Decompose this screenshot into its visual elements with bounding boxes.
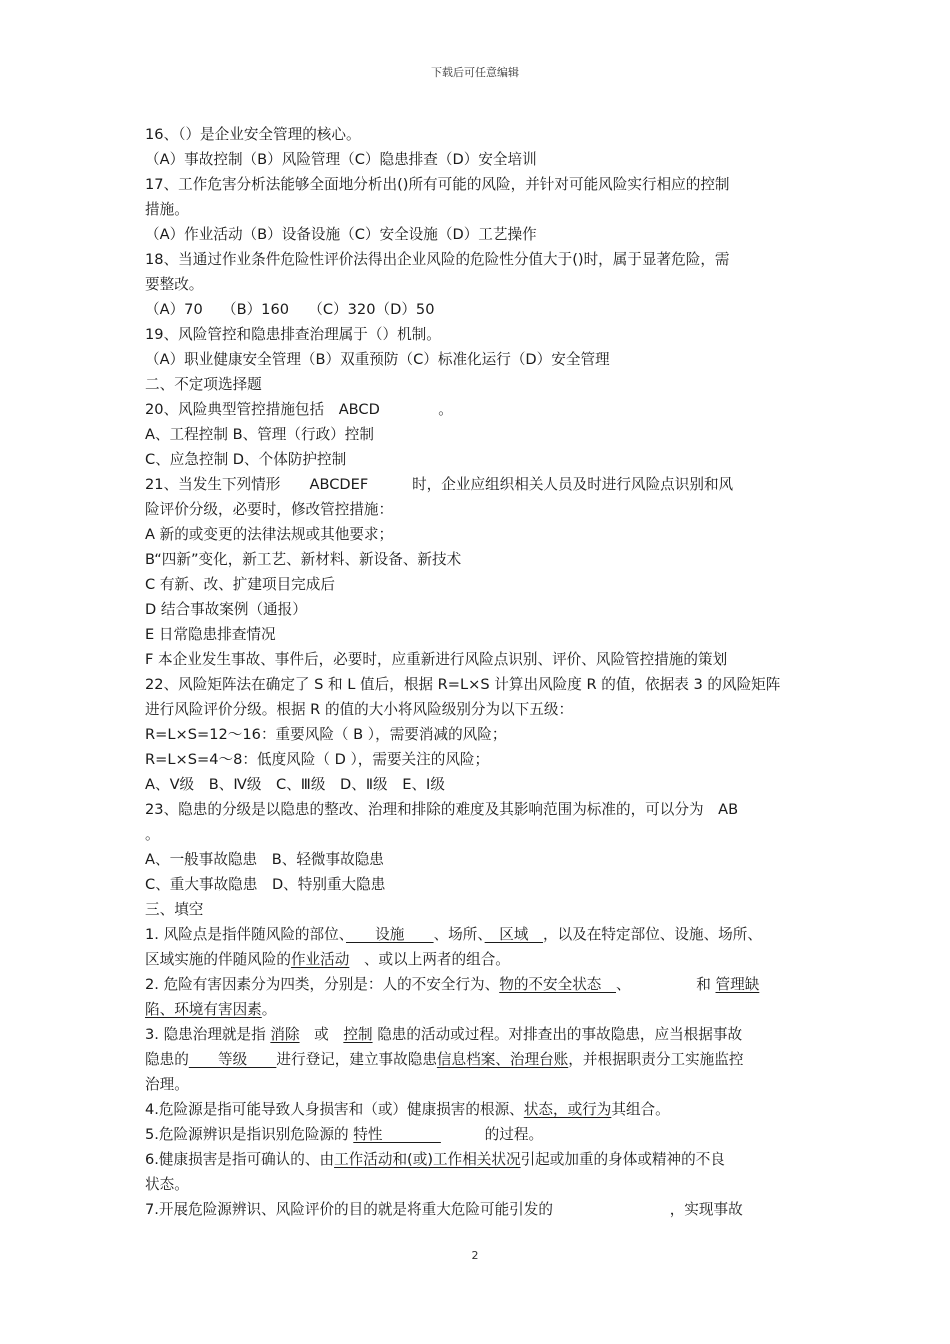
text-segment: F 本企业发生事故、事件后，必要时，应重新进行风险点识别、评价、风险管控措施的策划 xyxy=(145,651,728,668)
document-body xyxy=(145,122,810,1222)
filled-answer: 状态，或行为 xyxy=(523,1101,612,1118)
text-segment: 16、（）是企业安全管理的核心。 xyxy=(145,126,361,143)
text-segment: 治理。 xyxy=(145,1076,189,1093)
text-segment: 6.健康损害是指可确认的、由 xyxy=(145,1151,335,1168)
text-segment: A、一般事故隐患 B、轻微事故隐患 xyxy=(145,851,384,868)
text-segment: C、重大事故隐患 D、特别重大隐患 xyxy=(145,876,386,893)
text-line xyxy=(145,797,810,822)
text-segment: ，以及在特定部位、设施、场所、 xyxy=(543,926,762,943)
text-segment: 措施。 xyxy=(145,201,189,218)
text-line xyxy=(145,622,810,647)
text-segment: 、 和 xyxy=(616,976,716,993)
text-line xyxy=(145,547,810,572)
text-line xyxy=(145,372,810,397)
text-segment: 隐患的 xyxy=(145,1051,189,1068)
text-segment: （A）70 （B）160 （C）320（D）50 xyxy=(145,301,435,318)
filled-answer: 信息档案、治理台账 xyxy=(436,1051,569,1068)
filled-answer: 物的不安全状态 xyxy=(499,976,616,993)
text-line xyxy=(145,472,810,497)
text-segment: 进行登记，建立事故隐患 xyxy=(276,1051,437,1068)
text-segment: A、Ⅴ级 B、Ⅳ级 C、Ⅲ级 D、Ⅱ级 E、Ⅰ级 xyxy=(145,776,445,793)
text-line xyxy=(145,147,810,172)
text-line xyxy=(145,347,810,372)
text-line xyxy=(145,122,810,147)
text-segment: 要整改。 xyxy=(145,276,204,293)
page-number: 2 xyxy=(471,1249,479,1262)
text-line xyxy=(145,1072,810,1097)
filled-answer: 消除 xyxy=(270,1026,300,1043)
text-line xyxy=(145,572,810,597)
text-segment: 7.开展危险源辨识、风险评价的目的就是将重大危险可能引发的 ，实现事故 xyxy=(145,1201,743,1218)
text-segment: A 新的或变更的法律法规或其他要求； xyxy=(145,526,394,543)
text-segment: 22、风险矩阵法在确定了 S 和 L 值后，根据 R=L×S 计算出风险度 R 的值，依据表 3 的风险矩阵 xyxy=(145,676,781,693)
text-segment: E 日常隐患排查情况 xyxy=(145,626,276,643)
text-segment: 险评价分级，必要时，修改管控措施： xyxy=(145,501,394,518)
text-line xyxy=(145,697,810,722)
text-line xyxy=(145,1022,810,1047)
filled-answer: 设施 xyxy=(345,926,434,943)
text-line xyxy=(145,847,810,872)
filled-answer: 区域 xyxy=(484,926,544,943)
text-segment: 其组合。 xyxy=(611,1101,670,1118)
text-segment: A、工程控制 B、管理（行政）控制 xyxy=(145,426,374,443)
filled-answer: 等级 xyxy=(188,1051,277,1068)
text-segment: （A）作业活动（B）设备设施（C）安全设施（D）工艺操作 xyxy=(145,226,537,243)
text-segment: 二、不定项选择题 xyxy=(145,376,262,393)
text-segment: R=L×S=12～16：重要风险（ B ），需要消减的风险； xyxy=(145,726,507,743)
text-segment: C 有新、改、扩建项目完成后 xyxy=(145,576,335,593)
text-line xyxy=(145,247,810,272)
text-segment: （A）职业健康安全管理（B）双重预防（C）标准化运行（D）安全管理 xyxy=(145,351,610,368)
text-line xyxy=(145,1172,810,1197)
text-segment: 20、风险典型管控措施包括 ABCD 。 xyxy=(145,401,453,418)
text-segment: 4.危险源是指可能导致人身损害和（或）健康损害的根源、 xyxy=(145,1101,524,1118)
text-segment: 、场所、 xyxy=(433,926,485,943)
text-segment: 19、风险管控和隐患排查治理属于（）机制。 xyxy=(145,326,441,343)
text-segment: 的过程。 xyxy=(440,1126,544,1143)
text-line xyxy=(145,422,810,447)
text-segment: 隐患的活动或过程。对排查出的事故隐患，应当根据事故 xyxy=(372,1026,743,1043)
text-line xyxy=(145,947,810,972)
text-segment: C、应急控制 D、个体防护控制 xyxy=(145,451,347,468)
text-line xyxy=(145,1097,810,1122)
text-line xyxy=(145,1197,810,1222)
filled-answer: 特性 xyxy=(353,1126,441,1143)
text-segment: （A）事故控制（B）风险管理（C）隐患排查（D）安全培训 xyxy=(145,151,537,168)
text-segment: 18、当通过作业条件危险性评价法得出企业风险的危险性分值大于()时，属于显著危险，需 xyxy=(145,251,730,268)
text-line xyxy=(145,1047,810,1072)
filled-answer: 作业活动 xyxy=(290,951,350,968)
text-segment: 、或以上两者的组合。 xyxy=(349,951,510,968)
text-line xyxy=(145,972,810,997)
text-line xyxy=(145,722,810,747)
text-segment: 1. 风险点是指伴随风险的部位、 xyxy=(145,926,346,943)
text-line xyxy=(145,1147,810,1172)
text-segment: R=L×S=4～8：低度风险（ D ），需要关注的风险； xyxy=(145,751,490,768)
text-line xyxy=(145,747,810,772)
text-line xyxy=(145,497,810,522)
text-segment: ，并根据职责分工实施监控 xyxy=(568,1051,744,1068)
filled-answer: 管理缺 xyxy=(715,976,760,993)
text-segment: B“四新”变化，新工艺、新材料、新设备、新技术 xyxy=(145,551,462,568)
text-segment: 。 xyxy=(145,826,160,843)
text-segment: 3. 隐患治理就是指 xyxy=(145,1026,271,1043)
text-line xyxy=(145,522,810,547)
text-segment: 2. 危险有害因素分为四类，分别是：人的不安全行为、 xyxy=(145,976,500,993)
text-segment: D 结合事故案例（通报） xyxy=(145,601,307,618)
filled-answer: 控制 xyxy=(343,1026,373,1043)
text-line xyxy=(145,1122,810,1147)
text-line xyxy=(145,397,810,422)
text-segment: 23、隐患的分级是以隐患的整改、治理和排除的难度及其影响范围为标准的，可以分为 AB xyxy=(145,801,739,818)
filled-answer: 工作活动和(或)工作相关状况 xyxy=(334,1151,521,1168)
text-line xyxy=(145,997,810,1022)
text-line xyxy=(145,272,810,297)
text-line xyxy=(145,222,810,247)
text-segment: 5.危险源辨识是指识别危险源的 xyxy=(145,1126,354,1143)
text-segment: 区域实施的伴随风险的 xyxy=(145,951,291,968)
text-line xyxy=(145,297,810,322)
text-segment: 21、当发生下列情形 ABCDEF 时，企业应组织相关人员及时进行风险点识别和风 xyxy=(145,476,734,493)
text-segment: 进行风险评价分级。根据 R 的值的大小将风险级别分为以下五级： xyxy=(145,701,574,718)
text-segment: 17、工作危害分析法能够全面地分析出()所有可能的风险，并针对可能风险实行相应的控制 xyxy=(145,176,730,193)
text-line xyxy=(145,597,810,622)
text-line xyxy=(145,922,810,947)
page-header: 下载后可任意编辑 xyxy=(431,66,519,79)
text-line xyxy=(145,772,810,797)
text-segment: 引起或加重的身体或精神的不良 xyxy=(520,1151,725,1168)
text-line xyxy=(145,897,810,922)
filled-answer: 陷、环境有害因素 xyxy=(145,1001,262,1018)
text-line xyxy=(145,197,810,222)
text-line xyxy=(145,647,810,672)
text-line xyxy=(145,172,810,197)
text-segment: 状态。 xyxy=(145,1176,189,1193)
text-line xyxy=(145,822,810,847)
text-segment: 。 xyxy=(261,1001,277,1018)
text-line xyxy=(145,322,810,347)
text-line xyxy=(145,447,810,472)
text-line xyxy=(145,672,810,697)
text-segment: 或 xyxy=(299,1026,344,1043)
text-line xyxy=(145,872,810,897)
text-segment: 三、填空 xyxy=(145,901,204,918)
